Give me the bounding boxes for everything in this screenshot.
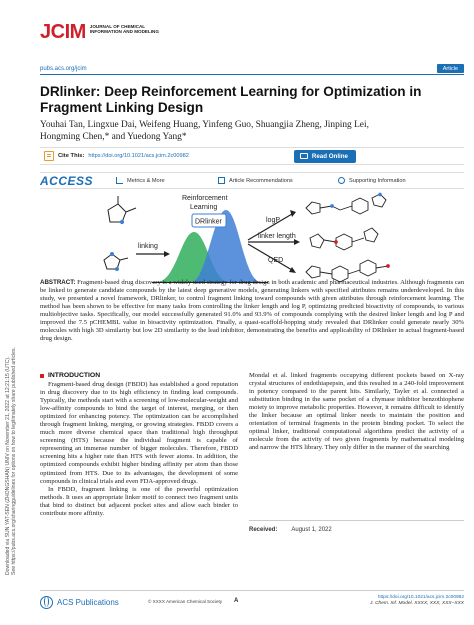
fragment-molecule-1 bbox=[108, 196, 136, 224]
supporting-info-button[interactable] bbox=[338, 177, 406, 184]
cite-bar bbox=[40, 147, 464, 165]
product-molecule-2 bbox=[310, 228, 378, 250]
received-date-line bbox=[249, 527, 332, 533]
document-icon bbox=[218, 177, 225, 184]
metrics-label: Metrics & More bbox=[127, 177, 165, 184]
abstract bbox=[40, 279, 464, 343]
read-online-button[interactable] bbox=[294, 150, 356, 163]
journal-logo[interactable] bbox=[40, 22, 160, 42]
journal-logo-text: JCIM bbox=[40, 21, 86, 43]
article-type-badge: Article bbox=[437, 64, 464, 73]
footer-journal-ref: J. Chem. Inf. Model. XXXX, XXX, XXX−XXX bbox=[370, 601, 464, 606]
linking-label: linking bbox=[138, 243, 158, 250]
cite-icon bbox=[44, 151, 54, 161]
download-notice-line2: See https://pubs.acs.org/sharingguidelines for options on how to legitimately share published articles. bbox=[11, 347, 17, 575]
introduction-paragraph-1: Fragment-based drug design (FBDD) has established a good reputation in drug discovery due to its high efficiency in finding lead compounds. Typically, the methods start with a screening of low-molecular-weight and low-affinity compounds to bind the target of interest, merging, or then optimized for enhancing potency. The optimization can be accomplished through fragment linking, merging, or growing strategies. FBDD covers a much more diverse chemical space than traditional high throughput screening (HTS) because the individual fragment is capable of representing an immense number of bigger molecules. Therefore, FBDD screening hits a higher rate than HTS with fewer atoms. In addition, the optimized compounds exhibit higher binding affinity per atom than those optimized from HTS. Due to its advantages, the development of some compounds in clinical trials and even FDA-approved drugs. bbox=[40, 381, 238, 485]
toc-graphic bbox=[96, 192, 408, 287]
acs-globe-icon bbox=[40, 596, 53, 609]
read-online-label: Read Online bbox=[311, 152, 348, 160]
access-label: ACCESS bbox=[40, 173, 94, 188]
book-icon bbox=[300, 153, 308, 159]
introduction-heading-text: INTRODUCTION bbox=[48, 372, 101, 379]
introduction-right-column: Mondal et al. linked fragments occupying different pockets based on X-ray crystal structures of endothiapepsin, and this resulted in a 240-fold improvement in potency compared to the parent hits. Similarly, Tayler et al. connected a substitution binding in the same pocket of a chymase inhibitor benzothiophene moiety to improve metabolic properties. However, it remains difficult to identify the linker because an optimal linker needs to maintain the position and orientation of terminal fragments in the protein binding pocket. To select the optimal linker, traditional computational algorithms predict the activity of a molecule from the activity of two given fragments by mathematical modeling and narrow the HTS library. They only differ in the manner of the searching bbox=[249, 372, 464, 452]
introduction-left-column bbox=[40, 381, 238, 518]
abstract-label: ABSTRACT: bbox=[40, 279, 76, 286]
copyright-notice: © XXXX American Chemical Society bbox=[148, 599, 223, 604]
article-title-line2: Fragment Linking Design bbox=[40, 100, 204, 115]
author-list-line2: Hongming Chen,* and Yuedong Yang* bbox=[40, 132, 187, 142]
author-list-line1: Youhai Tan, Lingxue Dai, Weifeng Huang, Yinfeng Guo, Shuangjia Zheng, Jinping Lei, bbox=[40, 120, 369, 130]
article-title bbox=[40, 84, 460, 116]
journal-url-link[interactable]: pubs.acs.org/jcim bbox=[40, 66, 87, 72]
download-notice bbox=[3, 175, 17, 575]
received-label: Received: bbox=[249, 527, 278, 533]
download-notice-line1: Downloaded via SUN YAT-SEN (ZHONGSHAN) UNIV on November 21, 2022 at 12:21:15 (UTC). bbox=[5, 356, 11, 575]
received-date: August 1, 2022 bbox=[291, 527, 332, 533]
drlinker-label: DRlinker bbox=[195, 218, 222, 226]
bar-chart-icon bbox=[116, 177, 123, 184]
article-title-line1: DRlinker: Deep Reinforcement Learning for Optimization in bbox=[40, 84, 422, 99]
product-molecule-1 bbox=[306, 193, 386, 214]
received-divider bbox=[249, 520, 464, 521]
footer-citation bbox=[370, 595, 464, 607]
logp-label: logP bbox=[266, 217, 281, 224]
introduction-heading bbox=[40, 372, 100, 379]
acs-publications-label: ACS Publications bbox=[57, 598, 119, 607]
acs-publications-logo[interactable] bbox=[40, 596, 119, 609]
journal-name: JOURNAL OF CHEMICAL INFORMATION AND MODELING bbox=[89, 24, 159, 35]
rl-label: Reinforcement bbox=[182, 195, 228, 202]
supporting-label: Supporting Information bbox=[349, 177, 406, 184]
footer-doi-link[interactable]: https://doi.org/10.1021/acs.jcim.2c00982 bbox=[377, 595, 464, 600]
info-icon bbox=[338, 177, 345, 184]
fragment-molecule-2 bbox=[104, 253, 128, 271]
recommendations-label: Article Recommendations bbox=[229, 177, 293, 184]
introduction-paragraph-2: In FBDD, fragment linking is one of the powerful optimization methods. It uses an appropriate linker motif to connect two fragment units that bind to distinct but adjacent pocket sites and allow each binder to contribute more affinity. bbox=[40, 485, 238, 517]
cite-label: Cite This: bbox=[58, 153, 85, 159]
footer-divider bbox=[40, 590, 464, 591]
recommendations-button[interactable] bbox=[218, 177, 293, 184]
abstract-text: Fragment-based drug discovery is a widely used strategy for drug design in both academic and pharmaceutical industries. Although fragments can be linked to generate candidate compounds by the latest deep generative models, generating linkers with specified attributes remains underdeveloped. In this study, we presented a novel framework, DRlinker, to control fragment linking toward compounds with given attributes through reinforcement learning. The method has been shown to be effective for many tasks from controlling the linker length and log P, optimizing predicted bioactivity of compounds, to various multiobjective tasks. Specifically, our model successfully generated 91.0% and 93.9% of compounds complying with the desired linker length and log P and improved the 7.5 pCHEMBL value in bioactivity optimization. Finally, a quasi-scaffold-hopping study revealed that DRlinker could generate nearly 30% molecules with high 3D similarity but low 2D similarity to the lead inhibitor, demonstrating the benefits and applicability of DRlinker in actual fragment-based drug design. bbox=[40, 279, 464, 343]
rl-label-2: Learning bbox=[190, 204, 218, 211]
doi-link[interactable]: https://doi.org/10.1021/acs.jcim.2c00982 bbox=[88, 153, 189, 159]
qed-label: QED bbox=[268, 257, 284, 264]
author-list bbox=[40, 119, 470, 143]
access-bar bbox=[40, 172, 464, 189]
header-divider bbox=[40, 74, 464, 75]
page-number: A bbox=[234, 598, 239, 604]
section-square-icon bbox=[40, 374, 44, 378]
metrics-button[interactable] bbox=[116, 177, 165, 184]
linker-length-label: linker length bbox=[258, 233, 296, 240]
